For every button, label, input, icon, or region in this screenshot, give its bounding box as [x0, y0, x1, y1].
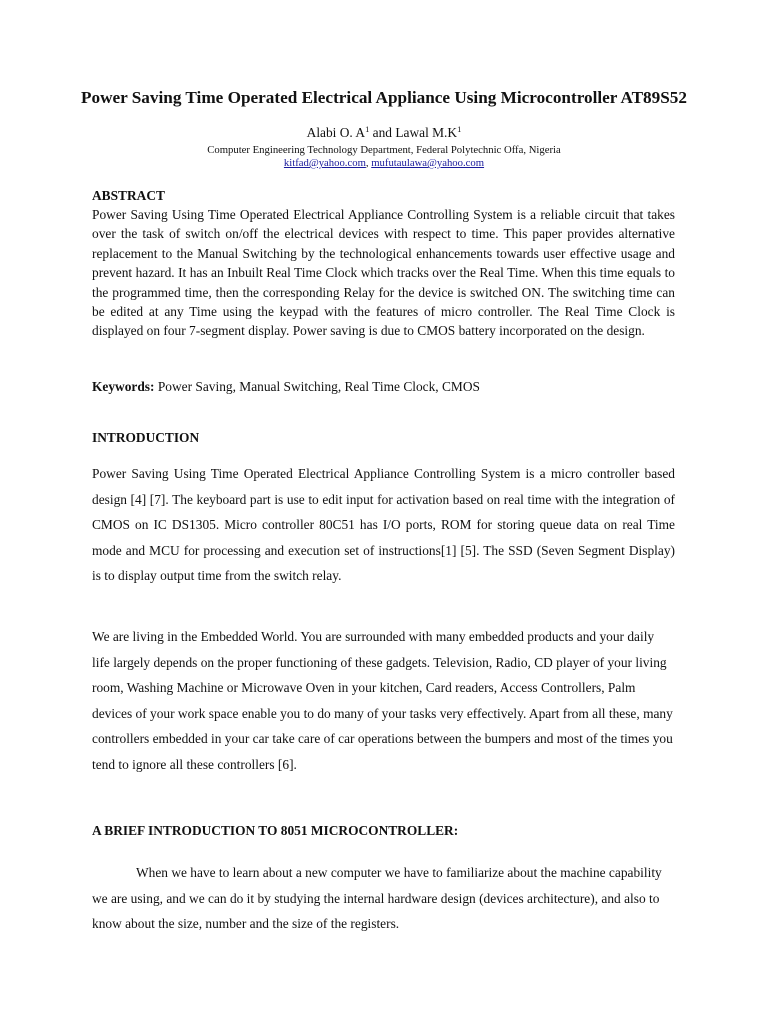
email-separator: ,: [365, 157, 372, 169]
affiliation-mark: 1: [365, 124, 370, 134]
introduction-paragraph: Power Saving Using Time Operated Electrical Appliance Controlling System is a micro controller based design [4] [7]. The keyboard part is use to edit input for activation based on real time with the integration of CMOS on IC DS1305. Micro controller 80C51 has I/O ports, ROM for storing queue data on real Time mode and MCU for processing and execution set of instructions[1] [5]. The SSD (Seven Segment Display) is to display output time from the switch relay.: [92, 466, 675, 584]
introduction-paragraph: We are living in the Embedded World. You are surrounded with many embedded products and your daily life largely depends on the proper functioning of these gadgets. Television, Radio, CD player of your living room, Washing Machine or Microwave Oven in your kitchen, Card readers, Access Controllers, Palm devices of your work space enable you to do many of your tasks very effectively. Apart from all these, many controllers embedded in your car take care of car operations between the bumpers and most of the times you tend to ignore all these controllers [6].: [92, 629, 673, 772]
section-paragraph: When we have to learn about a new computer we have to familiarize about the machine capability we are using, and we can do it by studying the internal hardware design (devices architecture), and also to know about the size, number and the size of the registers.: [92, 865, 662, 932]
keywords-text: Power Saving, Manual Switching, Real Time Clock, CMOS: [154, 379, 480, 394]
author-name: and Lawal M.K: [369, 125, 458, 140]
keywords-line: [92, 377, 675, 396]
email-link[interactable]: kitfad@yahoo.com: [283, 157, 366, 169]
paper-title: Power Saving Time Operated Electrical Appliance Using Microcontroller AT89S52: [81, 88, 687, 107]
introduction-heading: INTRODUCTION: [92, 430, 200, 445]
section-heading-8051: A BRIEF INTRODUCTION TO 8051 MICROCONTROLLER:: [92, 823, 459, 838]
abstract-body: Power Saving Using Time Operated Electrical Appliance Controlling System is a reliable circuit that takes over the task of switch on/off the electrical devices with respect to time. This paper provides alternative replacement to the Manual Switching by the technological enhancements towards user effective usage and prevent hazard. It has an Inbuilt Real Time Clock which tracks over the Real Time. When this time equals to the programmed time, then the corresponding Relay for the device is switched ON. The switching time can be edited at any Time using the keypad with the features of micro controller. The Real Time Clock is displayed on four 7-segment display. Power saving is due to CMOS battery incorporated on the design.: [92, 207, 675, 339]
affiliation-mark: 1: [457, 124, 462, 134]
author-name: Alabi O. A: [306, 125, 366, 140]
keywords-label: Keywords:: [92, 379, 155, 394]
email-link[interactable]: mufutaulawa@yahoo.com: [371, 157, 485, 169]
author-line: [80, 125, 688, 141]
affiliation: Computer Engineering Technology Department, Federal Polytechnic Offa, Nigeria: [207, 144, 561, 156]
email-line: [80, 157, 688, 170]
abstract-heading: ABSTRACT: [92, 188, 165, 203]
